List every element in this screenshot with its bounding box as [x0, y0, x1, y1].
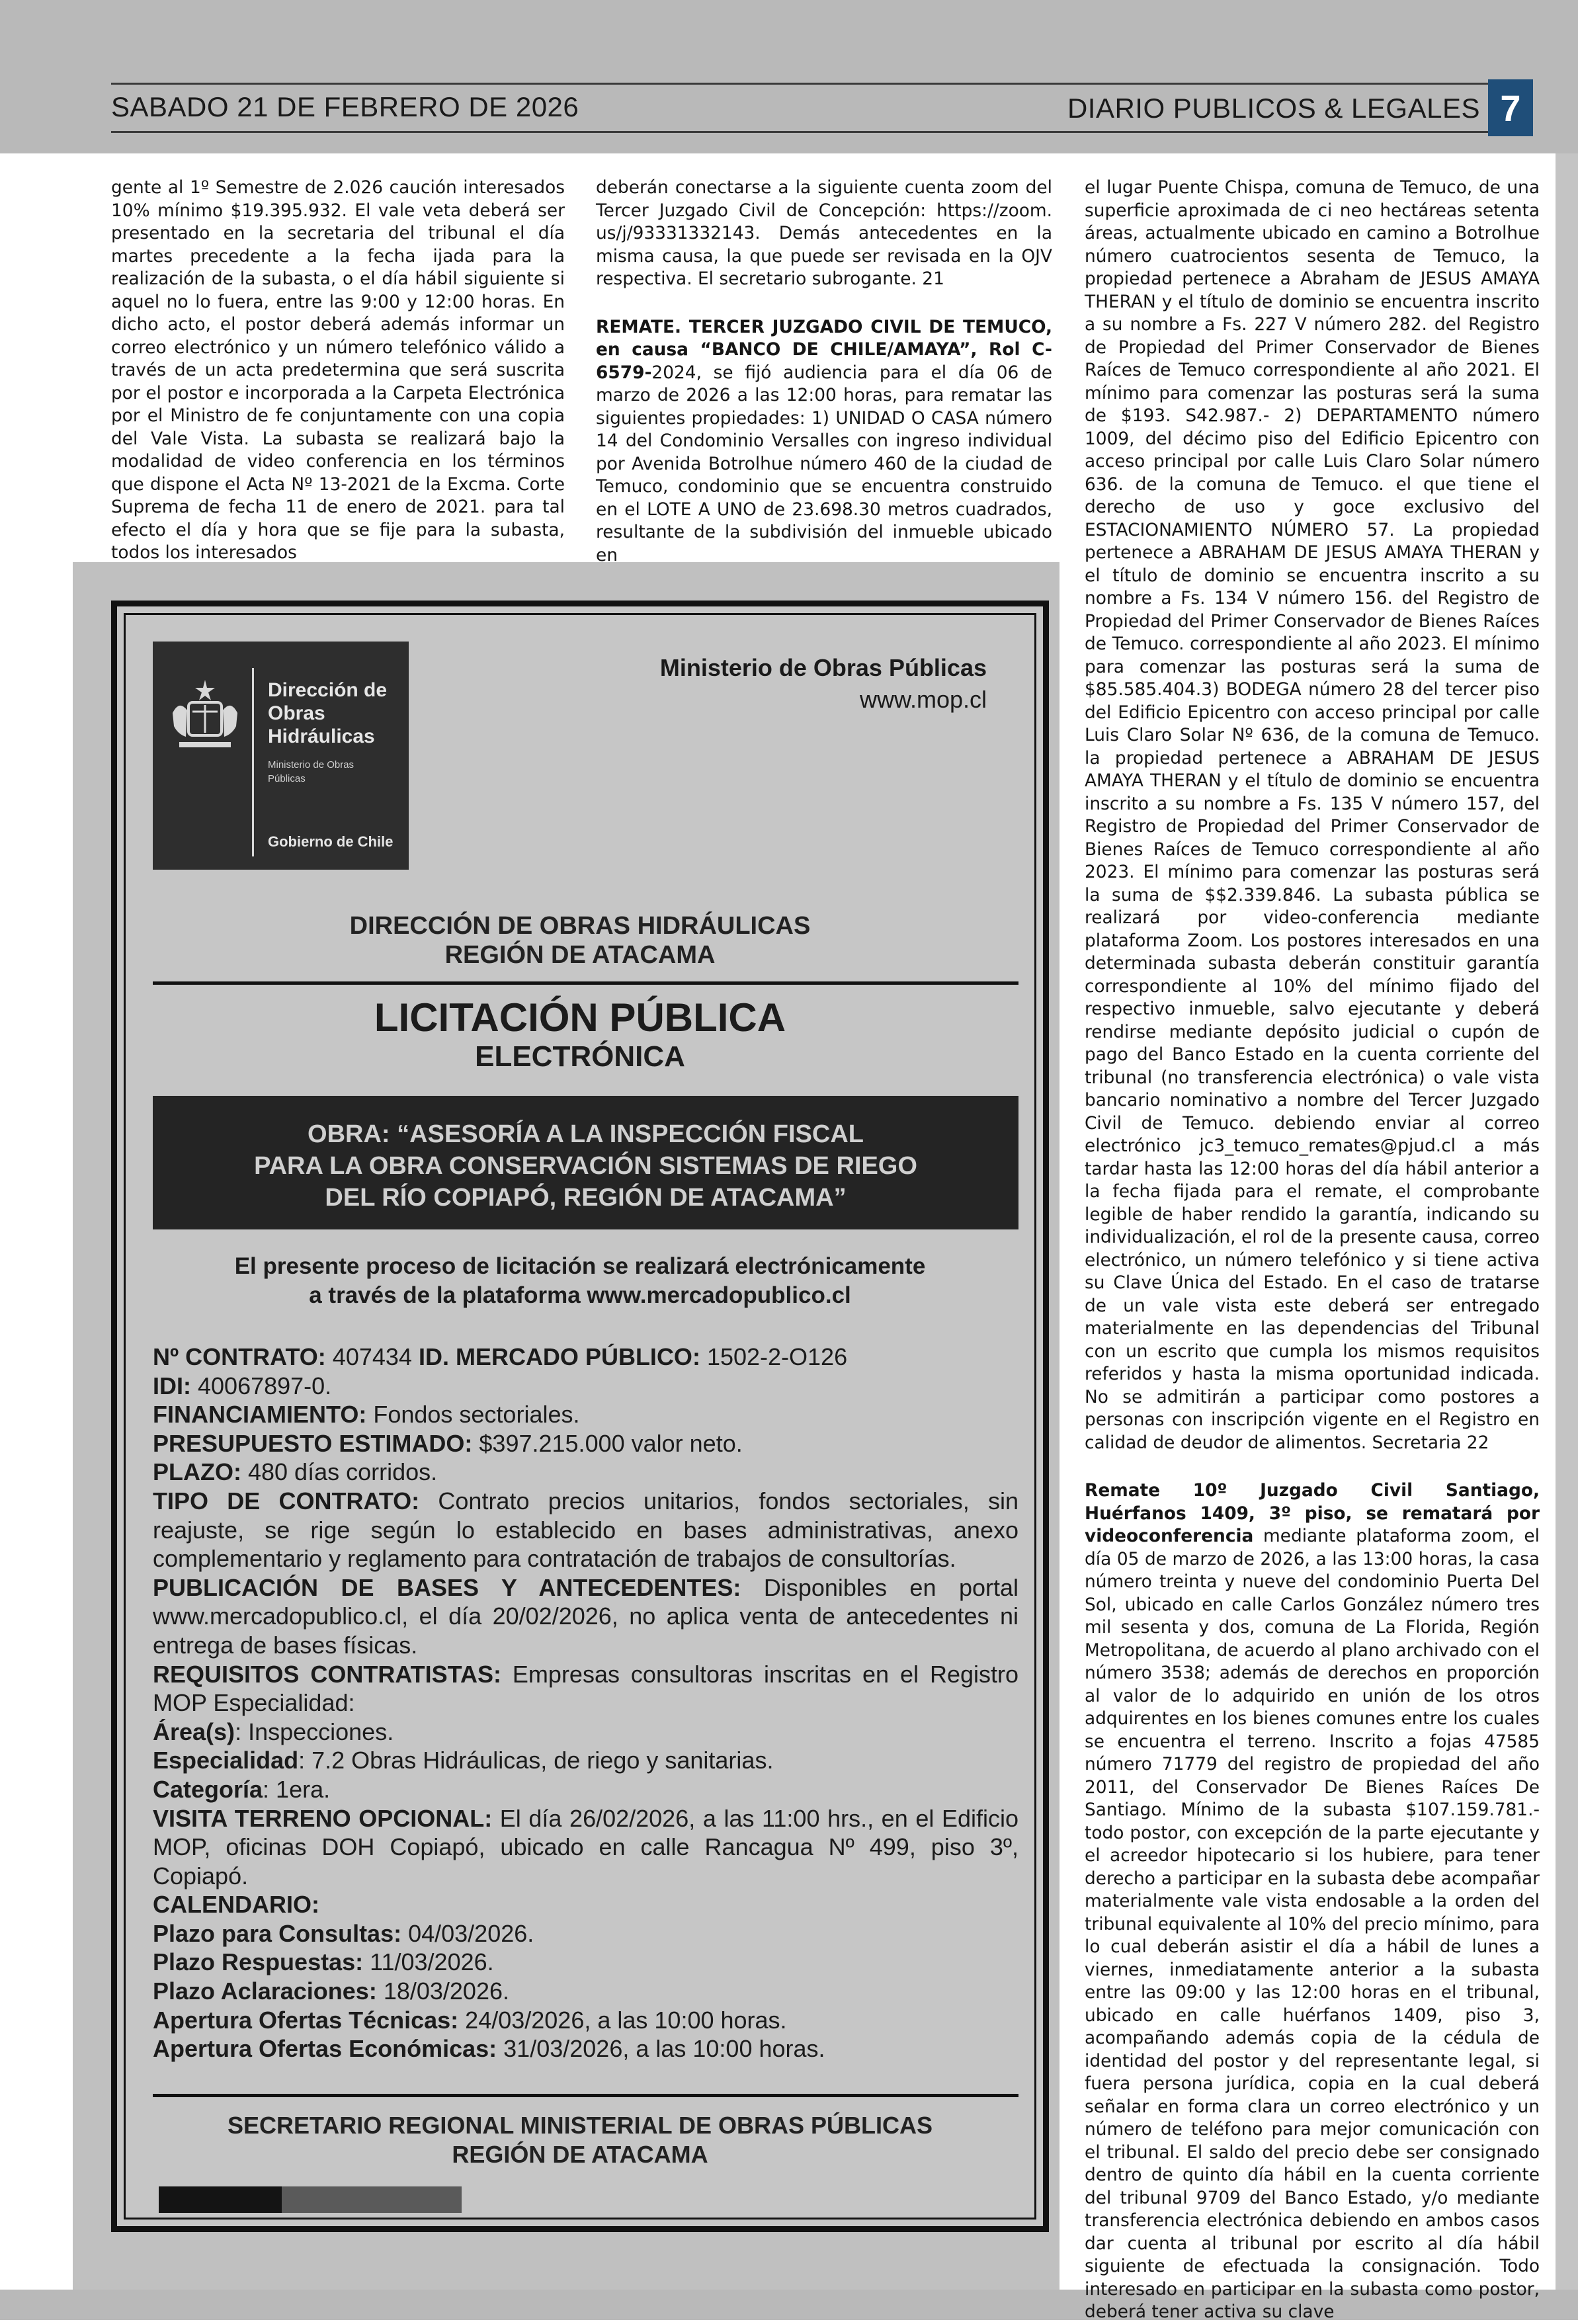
value-financiamiento: Fondos sectoriales.	[366, 1401, 580, 1429]
bar-gray	[282, 2186, 462, 2213]
label-publicacion: PUBLICACIÓN DE BASES Y ANTECEDENTES:	[153, 1573, 741, 1601]
notice-line-2: a través de la plataforma www.mercadopublico.cl	[309, 1282, 851, 1308]
detail-apertura-economicas	[153, 2034, 1018, 2063]
col2-paragraph-2	[596, 316, 1052, 567]
detail-especialidad	[153, 1746, 1018, 1775]
detail-apertura-tecnicas	[153, 2006, 1018, 2035]
agency-region: REGIÓN DE ATACAMA	[444, 941, 716, 969]
logo-government: Gobierno de Chile	[268, 833, 394, 850]
obra-line-2: PARA LA OBRA CONSERVACIÓN SISTEMAS DE RIEGO	[254, 1152, 917, 1180]
detail-calendario	[153, 1890, 1018, 1919]
logo-ministry	[268, 758, 354, 786]
label-area: Área(s)	[153, 1718, 235, 1745]
label-consultas: Plazo para Consultas:	[153, 1919, 402, 1947]
detail-categoria	[153, 1775, 1018, 1804]
col3-remate-body: mediante plataforma zoom, el día 05 de marzo de 2026, a las 13:00 horas, la casa número treinta y nueve del condominio Puerta Del Sol, ubicado en calle Carlos González número tres mil sesenta y dos, comuna de La Florida, Región Metropolitana, de acuerdo al plano archivado con el número 3538; además de derechos en proporción al valor de lo adquirido en unión de los otros adquirentes en los bienes comunes entre los cuales se encuentra el terreno. Inscrito a fojas 47585 número 71779 del registro de propiedad del año 2011, del Conservador De Bienes Raíces De Santiago. Mínimo de la subasta $107.159.781.- todo postor, con excepción de la parte ejecutante y el acreedor hipotecario si los hubiere, para tener derecho a participar en la subasta debe acompañar materialmente vale vista endosable a la orden del tribunal equivalente al 10% del precio mínimo, para lo cual deberán asistir el día a hábil de lunes a viernes, inmediatamente anterior a la subasta entre las 09:00 y las 12:00 horas en el tribunal, ubicado en calle huérfanos 1409, piso 3, acompañando además copia de la cédula de identidad del postor y del representante legal, si fuera persona jurídica, copia en la cual deberá señalar en forma clara un correo electrónico y un número de teléfono para mejor comunicación con el tribunal. El saldo del precio debe ser consignado dentro de quinto día hábil en la cuenta corriente del tribunal 9709 del Banco Estado, y/o mediante transferencia electrónica debiendo en ambos casos dar cuenta al tribunal por escrito al día hábil siguiente de efectuada la consignación. Todo interesado en participar en la subasta como postor, deberá tener activa su clave	[1085, 1526, 1540, 2322]
value-requisitos: Empresas consultoras inscritas en el Registro MOP Especialidad:	[153, 1660, 1018, 1717]
detail-presupuesto	[153, 1429, 1018, 1458]
detail-consultas	[153, 1919, 1018, 1948]
bar-dark	[159, 2186, 282, 2213]
obra-box	[153, 1096, 1018, 1229]
obra-line-3: DEL RÍO COPIAPÓ, REGIÓN DE ATACAMA”	[325, 1184, 847, 1212]
logo-line-3: Hidráulicas	[268, 726, 375, 747]
col2-paragraph-1: deberán conectarse a la siguiente cuenta zoom del Tercer Juzgado Civil de Concepción: https://zoom. us/j/93331332143. Demás antecedentes en la misma causa, la que puede ser revisada en la OJV respectiva. El secretario subrogante. 21	[596, 177, 1052, 289]
value-plazo: 480 días corridos.	[241, 1458, 438, 1486]
detail-visita	[153, 1804, 1018, 1891]
label-tipo-contrato: TIPO DE CONTRATO:	[153, 1487, 420, 1515]
right-margin-band	[1556, 153, 1578, 2290]
detail-plazo	[153, 1458, 1018, 1487]
value-mercado-publico: 1502-2-O126	[700, 1343, 848, 1370]
logo-line-1: Dirección de	[268, 679, 388, 701]
label-mercado-publico: ID. MERCADO PÚBLICO:	[418, 1343, 700, 1370]
ad-signature	[126, 2111, 1034, 2169]
electronic-notice	[126, 1252, 1034, 1310]
label-contrato: Nº CONTRATO:	[153, 1343, 326, 1370]
detail-contrato	[153, 1343, 1018, 1372]
label-idi: IDI:	[153, 1372, 191, 1399]
col1-paragraph: gente al 1º Semestre de 2.026 caución interesados 10% mínimo $19.395.932. El vale veta deberá ser presentado en la secretaria del tribunal el día martes precedente a la fecha ijada para la realización de la subasta, o el día hábil siguiente si aquel no lo fuera, entre las 9:00 y 12:00 horas. En dicho acto, el postor deberá además informar un correo electrónico y un número telefónico válido a través de un acta predetermina que será suscrita por el postor e incorporada a la Carpeta Electrónica por el Ministro de fe conjuntamente con una copia del Vale Vista. La subasta se realizará bajo la modalidad de video conferencia en los términos que dispone el Acta Nº 13-2021 de la Excma. Corte Suprema de fecha 11 de enero de 2021. para tal efecto el día y hora que se fije para la subasta, todos los interesados	[111, 177, 565, 563]
label-especialidad: Especialidad	[153, 1747, 299, 1774]
ministry-website: www.mop.cl	[859, 686, 987, 713]
value-tipo-contrato: Contrato precios unitarios, fondos sectoriales, sin reajuste, se rige según lo establecido en bases administrativas, anexo complementario y reglamento para contratación de trabajos de consultorías.	[153, 1487, 1018, 1573]
detail-publicacion	[153, 1573, 1018, 1660]
col3-remate-heading: Remate 10º Juzgado Civil Santiago, Huérfanos 1409, 3º piso, se rematará por videoconferencia	[1085, 1480, 1540, 1546]
signature-line-2: REGIÓN DE ATACAMA	[452, 2141, 708, 2168]
col3-paragraph-1: el lugar Puente Chispa, comuna de Temuco, de una superficie aproximada de ci neo hectáreas setenta áreas, actualmente ubicado en camino a Botrolhue número cuatrocientos sesenta de Temuco, la propiedad pertenece a Abraham de JESUS AMAYA THERAN y el título de dominio se encuentra inscrito a su nombre a Fs. 227 V número 282. del Registro de Propiedad del Primer Conservador de Bienes Raíces de Temuco correspondiente al año 2021. El mínimo para comenzar las posturas será la suma de $193. S42.987.- 2) DEPARTAMENTO número 1009, del décimo piso del Edificio Epicentro con acceso principal por calle Luis Claro Solar número 636. de la comuna de Temuco. el que tiene el derecho de uso y goce exclusivo del ESTACIONAMIENTO NÚMERO 57. La propiedad pertenece a ABRAHAM DE JESUS AMAYA THERAN y el título de dominio se encuentra inscrito a su nombre a Fs. 134 V número 156. del Registro de Propiedad del Primer Conservador de Bienes Raíces de Temuco. correspondiente al año 2023. El mínimo para comenzar las posturas será la suma de $85.585.404.3) BODEGA número 28 del tercer piso del Edificio Epicentro con acceso principal por calle Luis Claro Solar Nº 636, de la comuna de Temuco. la propiedad pertenece a ABRAHAM DE JESUS AMAYA THERAN y el título de dominio se encuentra inscrito a su nombre a Fs. 135 V número 157, del Registro de Propiedad del Primer Conservador de Bienes Raíces de Temuco correspondiente al año 2023. El mínimo para comenzar las posturas será la suma de $$2.339.846. La subasta pública se realizará por video-conferencia mediante plataforma Zoom. Los postores interesados en una determinada subasta deberán constituir garantía correspondiente al 10% del mínimo fijado del respectivo inmueble, salvo ejecutante y deberá rendirse mediante depósito judicial o cupón de pago del Banco Estado en la cuenta corriente del tribunal (no transferencia electrónica) o vale vista bancario nominativo a nombre del Tercer Juzgado Civil de Temuco. debiendo enviar al correo electrónico jc3_temuco_remates@pjud.cl a más tardar hasta las 12:00 horas del día hábil anterior a la fecha fijada para el remate, el comprobante legible de haber rendido la garantía, indicando su individualización, el rol de la presente causa, correo electrónico, un número telefónico y si tiene activa su Clave Única del Estado. En el caso de tratarse de un vale vista este deberá ser entregado materialmente en las dependencias del Tribunal con un escrito que cumpla los mismos requisitos referidos y hasta la misma oportunidad indicada. No se admitirán a participar como postores a personas con inscripción vigente en el Registro en calidad de deudor de alimentos. Secretaria 22	[1085, 177, 1540, 1453]
ad-title	[126, 997, 1034, 1038]
ad-subtitle: ELECTRÓNICA	[475, 1040, 685, 1073]
label-categoria: Categoría	[153, 1775, 263, 1803]
value-consultas: 04/03/2026.	[401, 1919, 534, 1947]
value-presupuesto: $397.215.000 valor neto.	[472, 1429, 743, 1457]
ministry-block	[660, 652, 987, 716]
header-date: SABADO 21 DE FEBRERO DE 2026	[111, 91, 579, 122]
col3-paragraph-2	[1085, 1479, 1540, 2324]
doh-logo	[153, 642, 409, 870]
value-visita: El día 26/02/2026, a las 11:00 hrs., en el Edificio MOP, oficinas DOH Copiapó, ubicado en calle Rancagua Nº 499, piso 3º, Copiapó.	[153, 1804, 1018, 1889]
value-especialidad: : 7.2 Obras Hidráulicas, de riego y sanitarias.	[298, 1747, 774, 1774]
label-plazo: PLAZO:	[153, 1458, 241, 1486]
label-aclaraciones: Plazo Aclaraciones:	[153, 1977, 377, 2005]
value-respuestas: 11/03/2026.	[363, 1948, 494, 1976]
page-number: 7	[1488, 79, 1533, 136]
label-respuestas: Plazo Respuestas:	[153, 1948, 364, 1976]
label-requisitos: REQUISITOS CONTRATISTAS:	[153, 1660, 501, 1688]
value-apertura-economicas: 31/03/2026, a las 10:00 horas.	[497, 2035, 825, 2063]
detail-tipo-contrato	[153, 1487, 1018, 1573]
notice-line-1: El presente proceso de licitación se realizará electrónicamente	[234, 1253, 926, 1279]
label-visita: VISITA TERRENO OPCIONAL:	[153, 1804, 493, 1832]
decorative-bars	[159, 2186, 462, 2213]
label-presupuesto: PRESUPUESTO ESTIMADO:	[153, 1429, 473, 1457]
label-financiamiento: FINANCIAMIENTO:	[153, 1401, 367, 1429]
value-contrato: 407434	[325, 1343, 419, 1370]
ministry-name: Ministerio de Obras Públicas	[659, 654, 987, 681]
value-apertura-tecnicas: 24/03/2026, a las 10:00 horas.	[458, 2006, 787, 2034]
logo-divider	[252, 668, 254, 856]
detail-area	[153, 1718, 1018, 1747]
tender-details	[153, 1343, 1018, 2063]
column-2	[596, 177, 1052, 567]
label-apertura-tecnicas: Apertura Ofertas Técnicas:	[153, 2006, 459, 2034]
ad-title-main: LICITACIÓN PÚBLICA	[374, 995, 786, 1040]
column-1	[111, 177, 565, 565]
value-categoria: : 1era.	[263, 1775, 331, 1803]
column-3	[1085, 177, 1540, 2324]
logo-line-2: Obras	[268, 702, 325, 724]
detail-requisitos	[153, 1660, 1018, 1718]
coat-of-arms-icon	[166, 673, 244, 759]
obra-line-1: OBRA: “ASESORÍA A LA INSPECCIÓN FISCAL	[308, 1120, 864, 1148]
value-idi: 40067897-0.	[191, 1372, 332, 1399]
value-publicacion: Disponibles en portal www.mercadopublico.cl, el día 20/02/2026, no aplica venta de antecedentes ni entrega de bases físicas.	[153, 1573, 1019, 1659]
col2-remate-body: 2024, se fijó audiencia para el día 06 de marzo de 2026 a las 12:00 horas, para rematar las siguientes propiedades: 1) UNIDAD O CASA número 14 del Condominio Versalles con ingreso individual por Avenida Botrolhue número 460 de la ciudad de Temuco, condominio que se encuentra construido en el LOTE A UNO de 23.698.30 metros cuadrados, resultante de la subdivisión del inmueble ubicado en	[596, 362, 1052, 565]
ad-subtitle-wrap	[126, 1040, 1034, 1073]
logo-sub-1: Ministerio de Obras	[268, 759, 354, 770]
col2-remate-heading: REMATE. TERCER JUZGADO CIVIL DE TEMUCO, en causa “BANCO DE CHILE/AMAYA”, Rol C-6579-	[596, 316, 1052, 383]
logo-agency-name	[268, 679, 387, 748]
agency-name: DIRECCIÓN DE OBRAS HIDRÁULICAS	[349, 912, 811, 940]
label-calendario: CALENDARIO:	[153, 1891, 319, 1919]
ad-inner-border	[124, 613, 1036, 2220]
page-header	[111, 83, 1533, 133]
divider-2	[153, 2094, 1018, 2097]
licitacion-ad	[111, 601, 1049, 2232]
detail-idi	[153, 1372, 1018, 1401]
divider-1	[153, 981, 1018, 985]
signature-line-1: SECRETARIO REGIONAL MINISTERIAL DE OBRAS PÚBLICAS	[227, 2112, 933, 2139]
value-aclaraciones: 18/03/2026.	[376, 1977, 509, 2005]
label-apertura-economicas: Apertura Ofertas Económicas:	[153, 2035, 497, 2063]
header-title: DIARIO PUBLICOS & LEGALES	[1067, 93, 1480, 124]
agency-heading	[126, 911, 1034, 970]
detail-respuestas	[153, 1948, 1018, 1977]
detail-aclaraciones	[153, 1977, 1018, 2006]
logo-sub-2: Públicas	[268, 773, 306, 784]
value-area: : Inspecciones.	[235, 1718, 394, 1745]
detail-financiamiento	[153, 1400, 1018, 1429]
